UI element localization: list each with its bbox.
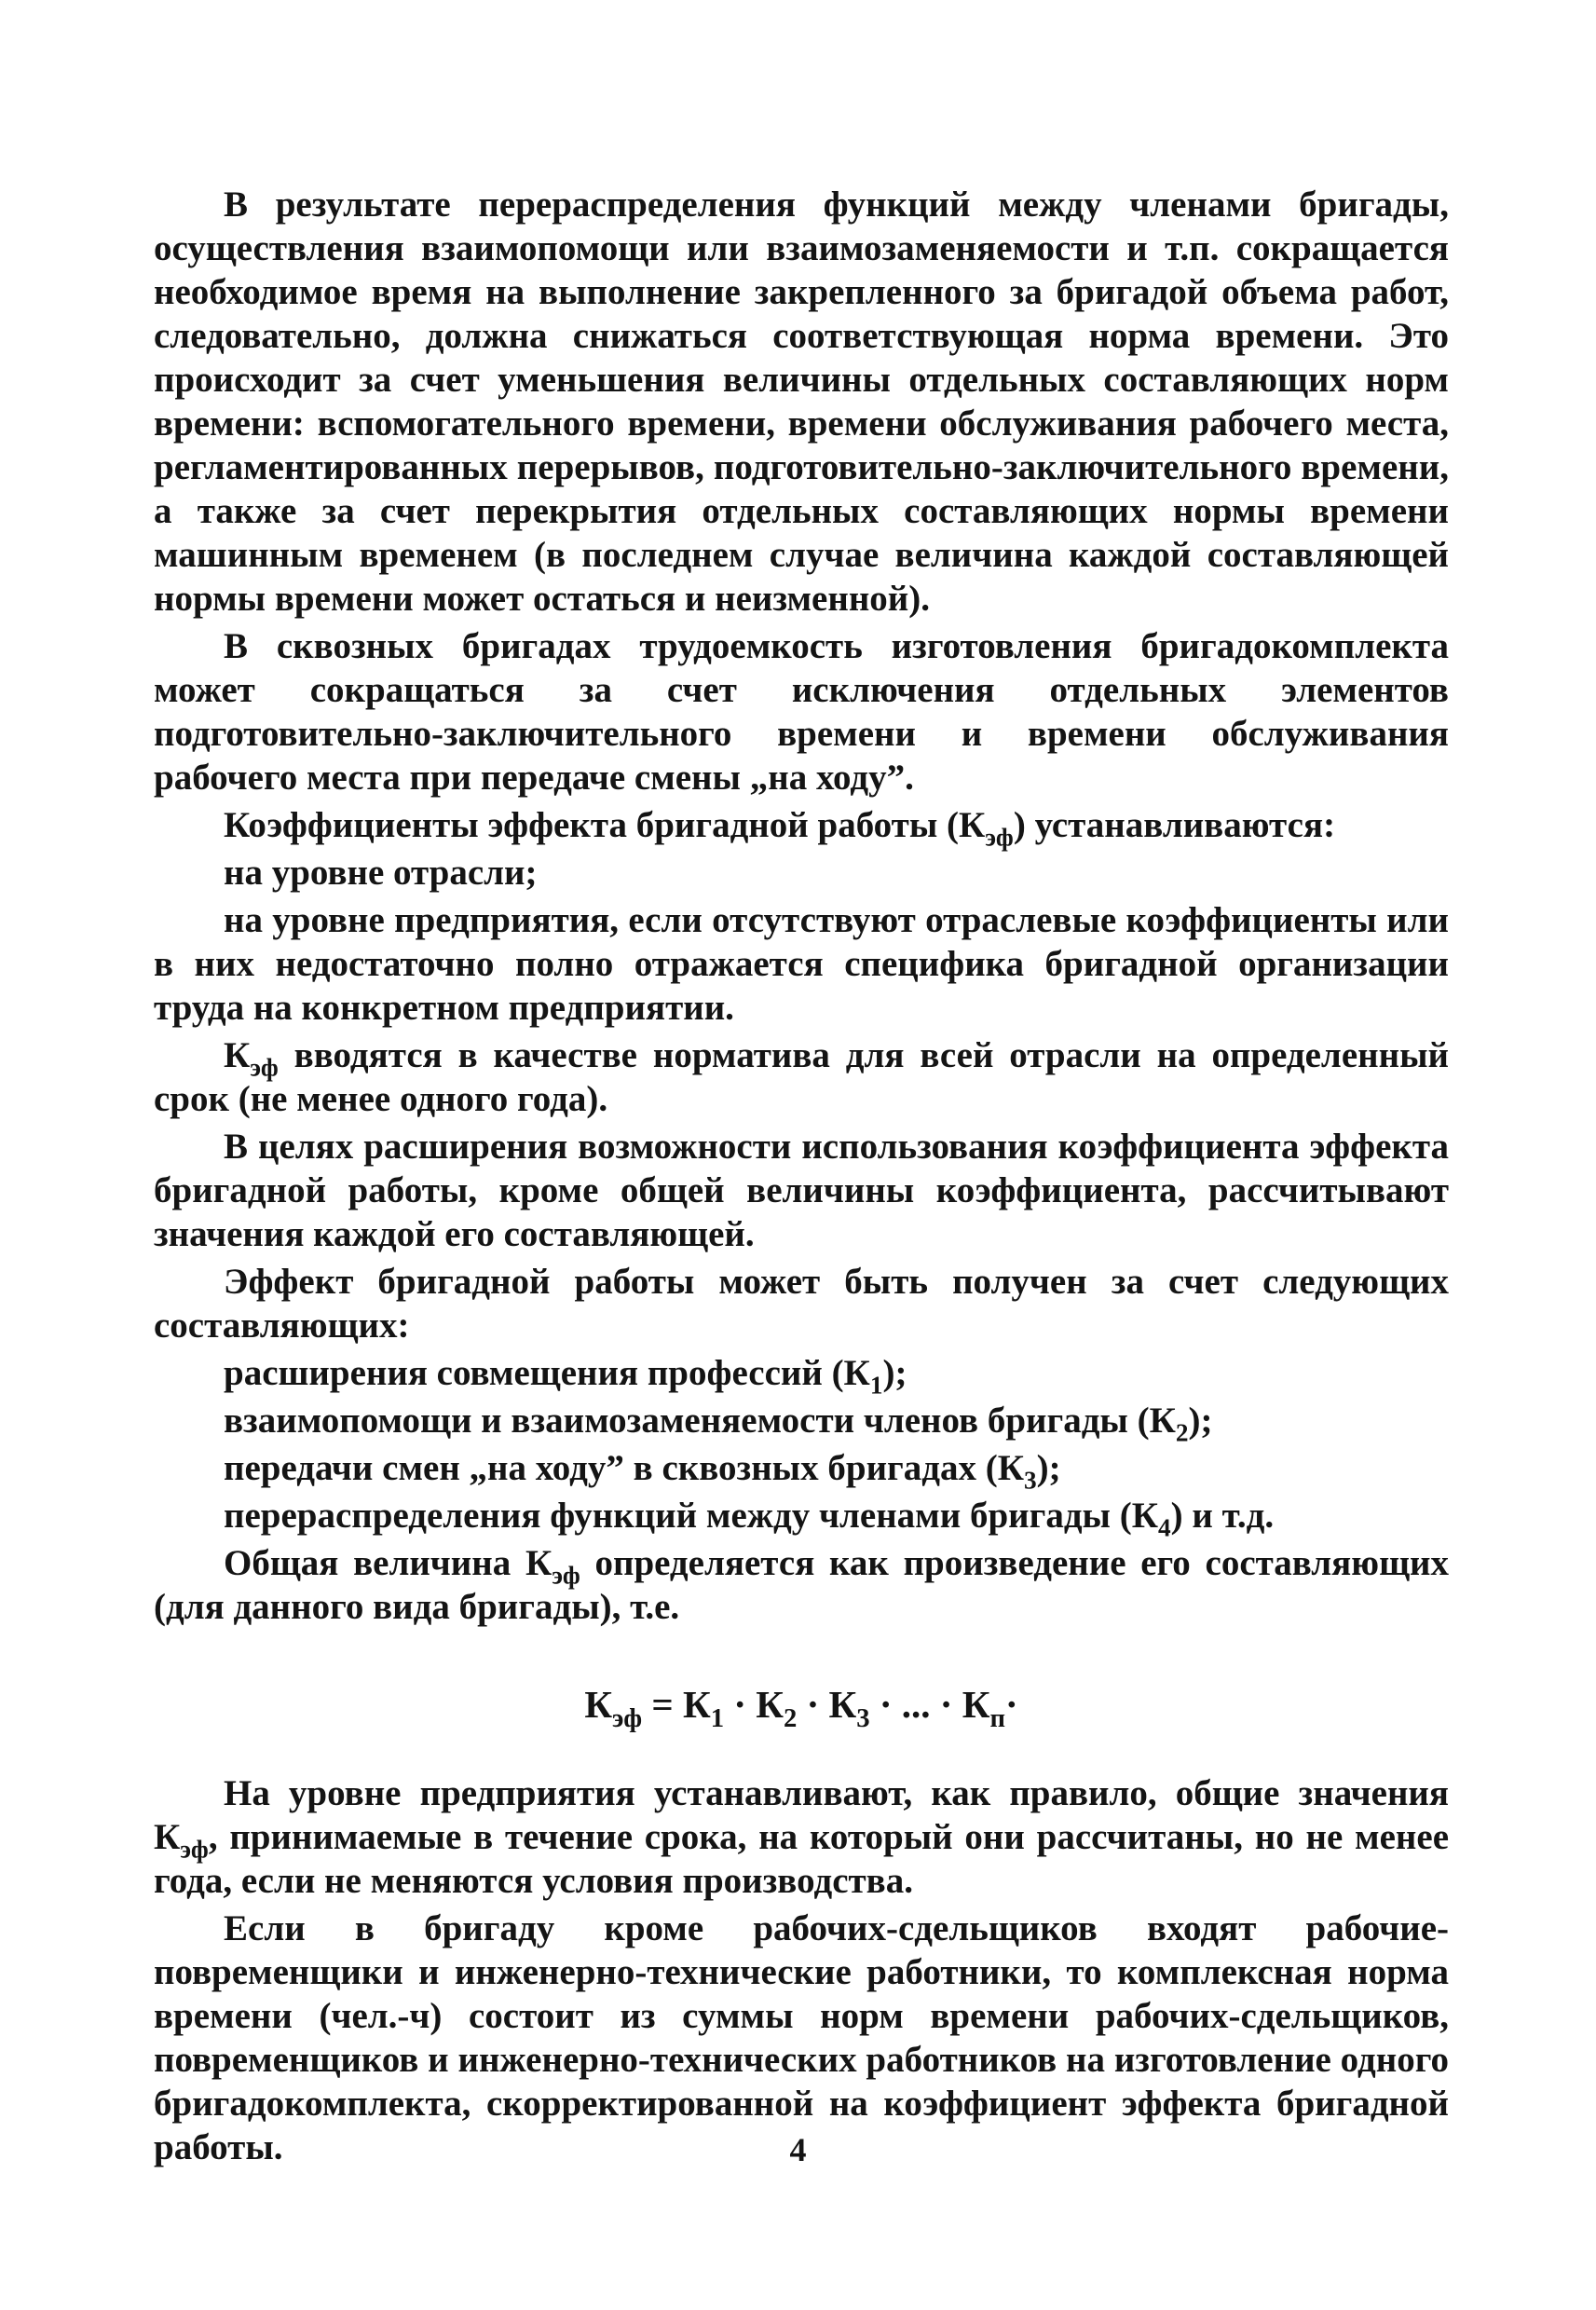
formula-kn: К [962, 1683, 990, 1726]
paragraph-13-text-a: Общая величина К [224, 1543, 552, 1583]
paragraph-6-text-a: К [224, 1035, 251, 1075]
paragraph-14-text-a: На уровне предприятия устанавливают, как правило, общие значения К [154, 1773, 1449, 1857]
list-item-3-subscript: 3 [1024, 1466, 1037, 1495]
list-item-2-text-b: ); [1188, 1401, 1213, 1441]
paragraph-7: В целях расширения возможности использования коэффициента эффекта бригадной работы, кроме общей величины коэффициента, рассчитывают значения каждой его составляющей. [154, 1127, 1449, 1254]
paragraph-3-text-a: Коэффициенты эффекта бригадной работы (К [224, 805, 986, 845]
paragraph-3-subscript: эф [985, 823, 1014, 852]
paragraph-8: Эффект бригадной работы может быть получен за счет следующих составляющих: [154, 1262, 1449, 1346]
paragraph-14-subscript: эф [180, 1835, 209, 1864]
list-item-4 [154, 1494, 1449, 1542]
formula [154, 1683, 1449, 1734]
list-item-3-text-b: ); [1036, 1448, 1061, 1488]
formula-lhs-subscript: эф [612, 1703, 643, 1734]
list-item-1-subscript: 1 [869, 1371, 883, 1400]
formula-ellipsis: ... [901, 1683, 931, 1726]
formula-k1: К [683, 1683, 711, 1726]
paragraph-14 [154, 1771, 1449, 1903]
list-item-4-subscript: 4 [1158, 1513, 1171, 1542]
formula-kn-subscript: п [989, 1703, 1005, 1734]
formula-dot-1: · [724, 1683, 757, 1726]
paragraph-6-subscript: эф [250, 1053, 279, 1082]
paragraph-4: на уровне отрасли; [224, 853, 538, 893]
list-item-3 [154, 1446, 1449, 1495]
paragraph-13-subscript: эф [552, 1561, 580, 1590]
paragraph-3 [154, 803, 1449, 852]
list-item-1-text-a: расширения совмещения профессий (К [224, 1353, 870, 1393]
paragraph-1: В результате перераспределения функций между членами бригады, осуществления взаимопомощи или взаимозаменяемости и т.п. сокращается необходимое время на выполнение закрепленного за бригадой объема работ, следовательно, должна снижаться соответствующая норма времени. Это происходит за счет уменьшения величины отдельных составляющих норм времени: вспомогательного времени, времени обслуживания рабочего места, регламентированных перерывов, подготовительно-заключительного времени, а также за счет перекрытия отдельных составляющих нормы времени машинным временем (в последнем случае величина каждой составляющей нормы времени может остаться и неизменной). [154, 185, 1449, 619]
paragraph-14-text-b: , принимаемые в течение срока, на который они рассчитаны, но не менее года, если не меняются условия производства. [154, 1817, 1449, 1901]
formula-k1-subscript: 1 [710, 1703, 725, 1734]
document-body [154, 183, 1449, 2173]
paragraph-2: В сквозных бригадах трудоемкость изготовления бригадокомплекта может сокращаться за счет исключения отдельных элементов подготовительно-заключительного времени и времени обслуживания рабочего места при передаче смены „на ходу”. [154, 626, 1449, 798]
paragraph-6 [154, 1033, 1449, 1121]
formula-k3: К [828, 1683, 857, 1726]
formula-dot-3: · [869, 1683, 902, 1726]
formula-dot-4: · [930, 1683, 962, 1726]
paragraph-6-text-b: вводятся в качестве норматива для всей отрасли на определенный срок (не менее одного года). [154, 1035, 1449, 1119]
list-item-2-subscript: 2 [1175, 1418, 1189, 1447]
formula-k2-subscript: 2 [784, 1703, 798, 1734]
formula-k3-subscript: 3 [856, 1703, 870, 1734]
list-item-4-text-b: ) и т.д. [1170, 1496, 1275, 1536]
list-item-1-text-b: ); [882, 1353, 907, 1393]
list-item-2 [154, 1399, 1449, 1447]
formula-end: · [1005, 1683, 1018, 1726]
formula-equals: = [642, 1683, 683, 1726]
list-item-4-text-a: перераспределения функций между членами бригады (К [224, 1496, 1159, 1536]
formula-k2: К [756, 1683, 784, 1726]
formula-dot-2: · [797, 1683, 829, 1726]
paragraph-5: на уровне предприятия, если отсутствуют отраслевые коэффициенты или в них недостаточно полно отражается специфика бригадной организации труда на конкретном предприятии. [154, 900, 1449, 1028]
paragraph-3-text-b: ) устанавливаются: [1013, 805, 1336, 845]
formula-lhs: К [584, 1683, 613, 1726]
list-item-3-text-a: передачи смен „на ходу” в сквозных бригадах (К [224, 1448, 1024, 1488]
page-number: 4 [789, 2131, 807, 2168]
paragraph-13-text-b: определяется как произведение его составляющих (для данного вида бригады), т.е. [154, 1543, 1449, 1627]
paragraph-15: Если в бригаду кроме рабочих-сдельщиков входят рабочие-повременщики и инженерно-технические работники, то комплексная норма времени (чел.-ч) состоит из суммы норм времени рабочих-сдельщиков, повременщиков и инженерно-технических работников на изготовление одного бригадокомплекта, скорректированной на коэффициент эффекта бригадной работы. [154, 1908, 1449, 2167]
paragraph-13 [154, 1541, 1449, 1629]
list-item-2-text-a: взаимопомощи и взаимозаменяемости членов бригады (К [224, 1401, 1176, 1441]
list-item-1 [154, 1351, 1449, 1400]
